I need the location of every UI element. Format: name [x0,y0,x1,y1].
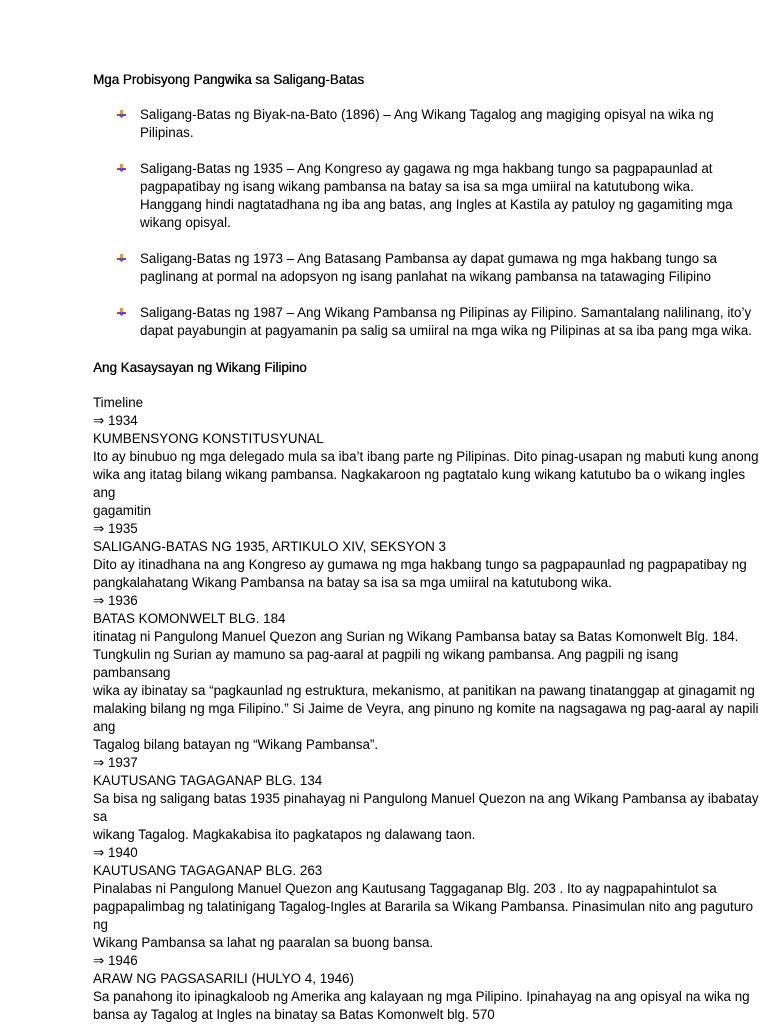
timeline-text-line: malaking bilang ng mga Filipino.” Si Jaime de Veyra, ang pinuno ng komite na nagsagawa ng pag-aaral ay napili ang [93,701,759,734]
colored-arrow-bullet-icon [117,110,126,119]
timeline-text-line: Dito ay itinadhana na ang Kongreso ay gumawa ng mga hakbang tungo sa pagpapaunlad ng pagpapatibay ng [93,557,747,572]
timeline-text-line: wikang Tagalog. Magkakabisa ito pagkatapos ng dalawang taon. [93,827,476,842]
colored-arrow-bullet-icon [117,164,126,173]
timeline-year: ⇒ 1946 [93,953,138,968]
timeline-year: ⇒ 1934 [93,413,138,428]
timeline-text-line: itinatag ni Pangulong Manuel Quezon ang Surian ng Wikang Pambansa batay sa Batas Komonwelt Blg. 184. [93,629,739,644]
timeline-title: KAUTUSANG TAGAGANAP BLG. 134 [93,773,323,788]
timeline-text-line: Sa bisa ng saligang batas 1935 pinahayag ni Pangulong Manuel Quezon na ang Wikang Pambansa ay ibabatay sa [93,791,759,824]
section-heading-provisions: Mga Probisyong Pangwika sa Saligang-Batas [93,72,364,87]
timeline-year: ⇒ 1940 [93,845,138,860]
timeline-entry-1935 [93,520,759,592]
timeline-title: KAUTUSANG TAGAGANAP BLG. 263 [93,863,323,878]
provision-text: Saligang-Batas ng Biyak-na-Bato (1896) – Ang Wikang Tagalog ang magiging opisyal na wika ng Pilipinas. [140,107,714,140]
timeline-entry-1936 [93,592,759,754]
section-heading-history: Ang Kasaysayan ng Wikang Filipino [93,360,307,375]
timeline-text-line: pagpapalimbag ng talatinigang Tagalog-Ingles at Bararila sa Wikang Pambansa. Pinasimulan nito ang paguturo ng [93,899,754,932]
timeline-year: ⇒ 1936 [93,593,138,608]
timeline-year: ⇒ 1937 [93,755,138,770]
timeline-text-line: gagamitin [93,503,152,518]
provisions-list [117,106,757,358]
colored-arrow-bullet-icon [117,254,126,263]
timeline-title: BATAS KOMONWELT BLG. 184 [93,611,286,626]
timeline-title: ARAW NG PAGSASARILI (HULYO 4, 1946) [93,971,354,986]
timeline-title: SALIGANG-BATAS NG 1935, ARTIKULO XIV, SEKSYON 3 [93,539,447,554]
list-item [117,250,757,286]
provision-text: Saligang-Batas ng 1973 – Ang Batasang Pambansa ay dapat gumawa ng mga hakbang tungo sa paglinang at pormal na adopsyon ng isang panlahat na wikang pambansa na tatawaging Filipino [140,251,717,284]
list-item [117,304,757,340]
timeline-text-line: pangkalahatang Wikang Pambansa na batay sa isa sa mga umiiral na katutubong wika. [93,575,612,590]
timeline-text-line: Ito ay binubuo ng mga delegado mula sa iba’t ibang parte ng Pilipinas. Dito pinag-usapan ng mabuti kung anong [93,449,759,464]
timeline-year: ⇒ 1935 [93,521,138,536]
timeline-entry-1946 [93,952,759,1024]
provision-text: Saligang-Batas ng 1935 – Ang Kongreso ay gagawa ng mga hakbang tungo sa pagpapaunlad at pagpapatibay ng isang wikang pambansa na batay sa isa sa mga umiiral na katutubong wika. Hanggang hindi nagtatadhana ng iba ang batas, ang Ingles at Kastila ay patuloy ng gagamiting mga wikang opisyal. [140,161,733,230]
colored-arrow-bullet-icon [117,308,126,317]
timeline-text-line: bansa ay Tagalog at Ingles na binatay sa Batas Komonwelt blg. 570 [93,1007,495,1022]
timeline-text-line: Pinalabas ni Pangulong Manuel Quezon ang Kautusang Taggaganap Blg. 203 . Ito ay nagpapahintulot sa [93,881,717,896]
timeline-label: Timeline [93,395,144,410]
timeline-text-line: Tagalog bilang batayan ng “Wikang Pambansa”. [93,737,379,752]
list-item [117,160,757,232]
timeline-text-line: Sa panahong ito ipinagkaloob ng Amerika ang kalayaan ng mga Pilipino. Ipinahayag na ang opisyal na wika ng [93,989,750,1004]
timeline [93,394,759,1024]
timeline-text-line: Tungkulin ng Surian ay mamuno sa pag-aaral at pagpili ng wikang pambansa. Ang pagpili ng isang pambansang [93,647,679,680]
list-item [117,106,757,142]
timeline-entry-1940 [93,844,759,952]
timeline-text-line: wika ay ibinatay sa “pagkaunlad ng estruktura, mekanismo, at panitikan na pawang tinatanggap at ginagamit ng [93,683,755,698]
timeline-entry-1934 [93,412,759,520]
timeline-text-line: wika ang itatag bilang wikang pambansa. Nagkakaroon ng pagtatalo kung wikang katutubo ba o wikang ingles ang [93,467,746,500]
timeline-text-line: Wikang Pambansa sa lahat ng paaralan sa buong bansa. [93,935,434,950]
timeline-entry-1937 [93,754,759,844]
provision-text: Saligang-Batas ng 1987 – Ang Wikang Pambansa ng Pilipinas ay Filipino. Samantalang nalilinang, ito’y dapat payabungin at pagyamanin pa salig sa umiiral na mga wika ng Pilipinas at sa iba pang mga wika. [140,305,752,338]
timeline-title: KUMBENSYONG KONSTITUSYUNAL [93,431,324,446]
